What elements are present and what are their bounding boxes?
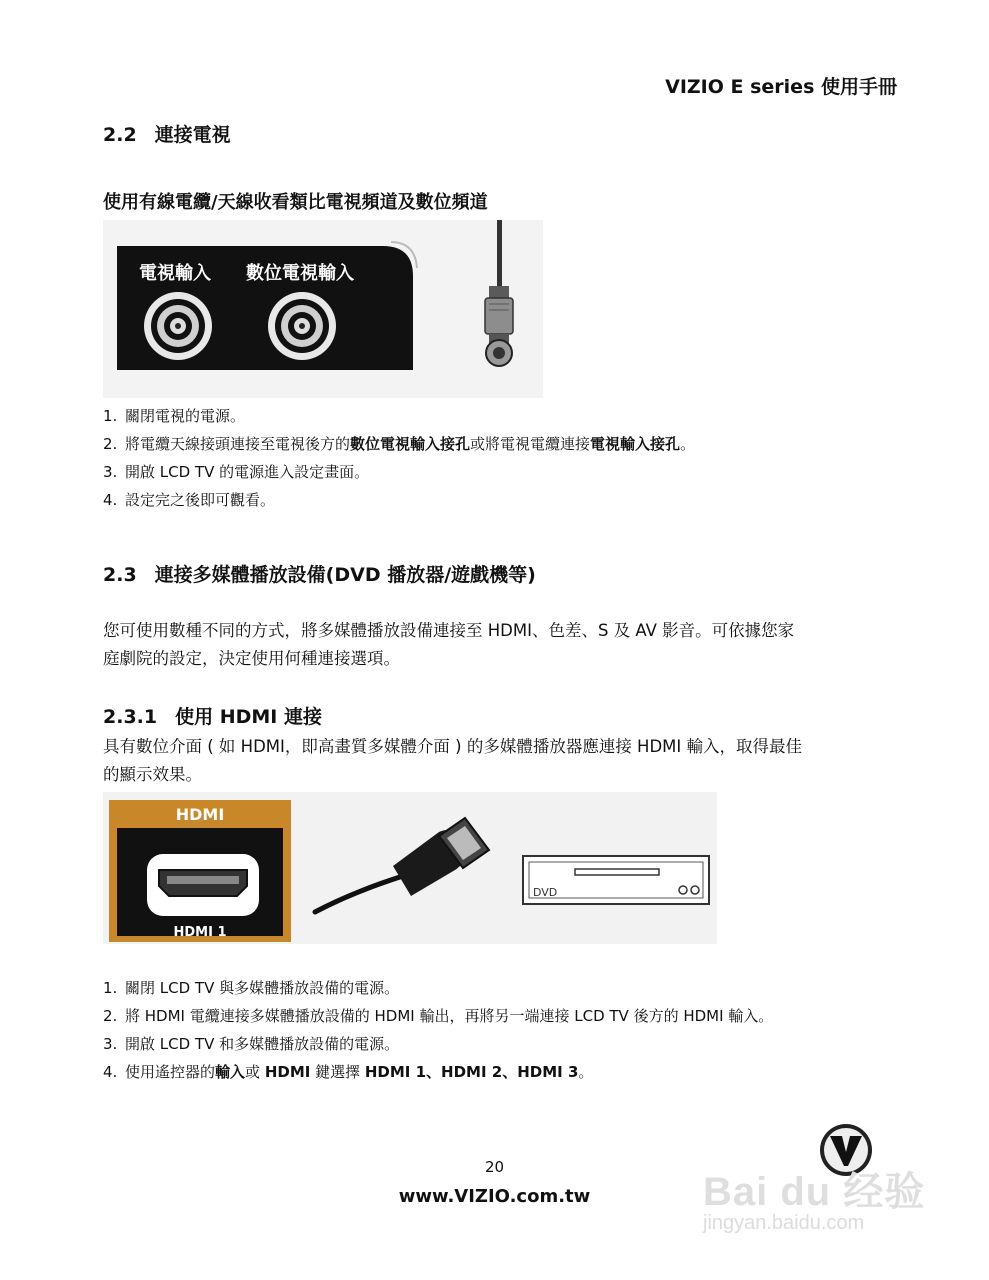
list-item <box>103 458 695 486</box>
step-bold-text: 數位電視輸入接孔 <box>350 435 471 453</box>
step-text: 鍵選擇 <box>310 1063 365 1081</box>
section-2-3-1-paragraph <box>103 733 903 789</box>
coax-port-digital-in <box>268 292 336 360</box>
coax-port-tv-in <box>144 292 212 360</box>
page-number: 20 <box>484 1158 505 1176</box>
watermark-url: jingyan.baidu.com <box>703 1212 865 1234</box>
section-2-2-subtitle: 使用有線電纜/天線收看類比電視頻道及數位頻道 <box>103 192 488 213</box>
section-title: 連接多媒體播放設備(DVD 播放器/遊戲機等) <box>154 564 536 586</box>
step-bold-text: 輸入 <box>215 1063 246 1081</box>
section-number: 2.2 <box>103 124 137 146</box>
step-bold-text: 電視輸入接孔 <box>590 435 681 453</box>
step-bold-text: HDMI 1、HDMI 2、HDMI 3 <box>364 1063 579 1081</box>
hdmi-port <box>159 870 247 896</box>
list-item <box>103 1002 773 1030</box>
section-2-3-1-steps <box>103 974 773 1086</box>
dvd-label: DVD <box>533 886 558 899</box>
step-number: 3. <box>103 1035 118 1053</box>
document-header-title: VIZIO E series 使用手冊 <box>665 76 897 98</box>
list-item <box>103 486 695 514</box>
paragraph-line: 具有數位介面 ( 如 HDMI，即高畫質多媒體介面 ) 的多媒體播放器應連接 HDMI 輸入，取得最佳 <box>103 737 803 756</box>
step-number: 4. <box>103 1063 118 1081</box>
list-item <box>103 430 695 458</box>
step-text: 開啟 LCD TV 和多媒體播放設備的電源。 <box>125 1035 400 1053</box>
step-number: 1. <box>103 407 118 425</box>
list-item <box>103 1058 773 1086</box>
paragraph-line: 庭劇院的設定，決定使用何種連接選項。 <box>103 649 400 668</box>
label-digital-tv-input: 數位電視輸入 <box>246 263 354 284</box>
paragraph-line: 的顯示效果。 <box>103 765 202 784</box>
section-2-2-heading <box>103 120 231 147</box>
step-number: 2. <box>103 435 118 453</box>
step-text: 使用遙控器的 <box>125 1063 216 1081</box>
step-number: 3. <box>103 463 118 481</box>
section-2-2-steps <box>103 402 695 514</box>
step-text: 或 <box>245 1063 265 1081</box>
section-title: 連接電視 <box>154 124 231 146</box>
paragraph-line: 您可使用數種不同的方式，將多媒體播放設備連接至 HDMI、色差、S 及 AV 影音。可依據您家 <box>103 621 795 640</box>
figure-antenna-connection <box>103 220 543 398</box>
step-text: 。 <box>680 435 696 453</box>
step-text: 設定完之後即可觀看。 <box>125 491 276 509</box>
label-tv-input: 電視輸入 <box>139 263 211 284</box>
hdmi-panel-label: HDMI <box>175 805 225 824</box>
step-text: 。 <box>578 1063 594 1081</box>
list-item <box>103 402 695 430</box>
list-item <box>103 974 773 1002</box>
step-text: 關閉 LCD TV 與多媒體播放設備的電源。 <box>125 979 400 997</box>
step-text: 或將電視電纜連接 <box>470 435 591 453</box>
step-number: 2. <box>103 1007 118 1025</box>
section-title: 使用 HDMI 連接 <box>175 706 322 728</box>
step-bold-text: HDMI <box>264 1063 311 1081</box>
step-text: 將電纜天線接頭連接至電視後方的 <box>125 435 351 453</box>
dvd-player <box>523 856 709 904</box>
step-text: 將 HDMI 電纜連接多媒體播放設備的 HDMI 輸出，再將另一端連接 LCD TV 後方的 HDMI 輸入。 <box>125 1007 774 1025</box>
step-text: 開啟 LCD TV 的電源進入設定畫面。 <box>125 463 370 481</box>
section-2-3-heading <box>103 560 536 587</box>
footer-url: www.VIZIO.com.tw <box>398 1186 591 1207</box>
section-2-3-paragraph <box>103 617 903 673</box>
section-2-3-1-heading <box>103 702 322 729</box>
step-number: 4. <box>103 491 118 509</box>
watermark-brand: Bai du 经验 <box>703 1170 926 1214</box>
figure-hdmi-connection <box>103 792 717 944</box>
step-text: 關閉電視的電源。 <box>125 407 246 425</box>
list-item <box>103 1030 773 1058</box>
section-number: 2.3 <box>103 564 137 586</box>
section-number: 2.3.1 <box>103 706 158 728</box>
hdmi-port-label: HDMI 1 <box>173 925 227 940</box>
step-number: 1. <box>103 979 118 997</box>
